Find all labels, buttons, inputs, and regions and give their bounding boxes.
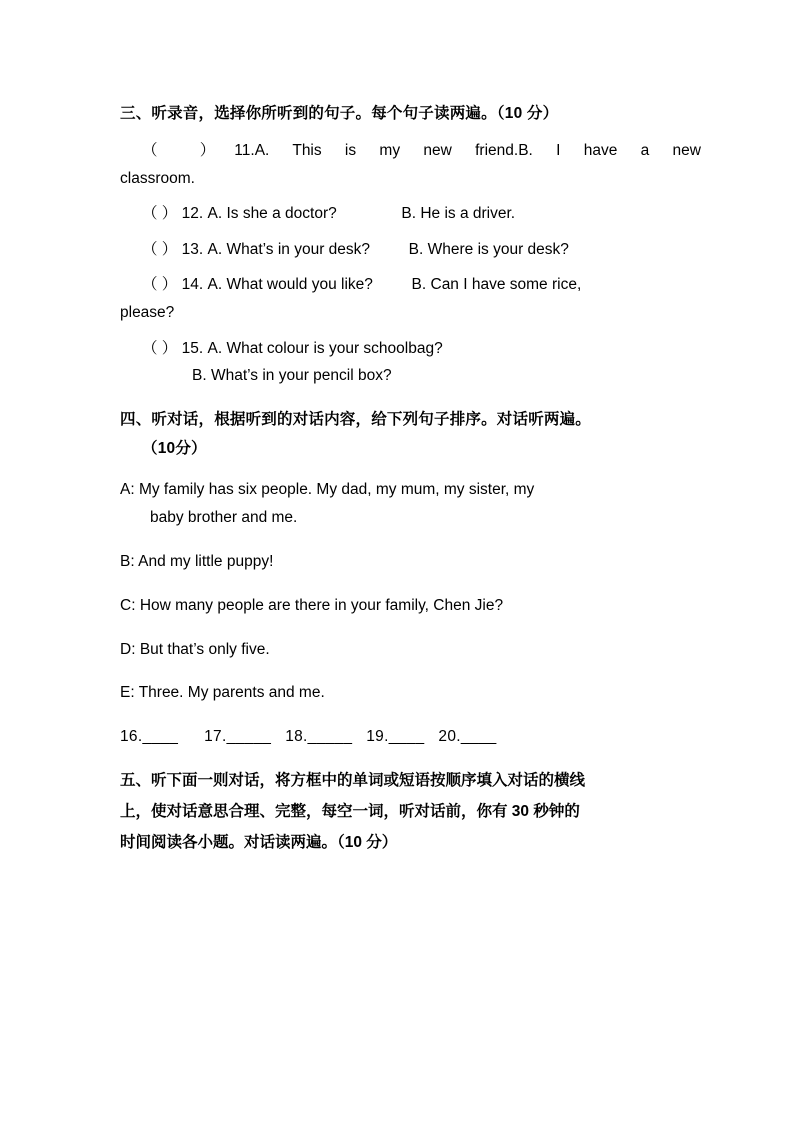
answer-16-number: 16. (120, 728, 143, 746)
question-15-option-b: B. What’s in your pencil box? (192, 367, 392, 385)
answer-18-number: 18. (285, 728, 308, 746)
question-15-option-a: A. What colour is your schoolbag? (207, 339, 443, 357)
answer-20-blank[interactable]: ____ (460, 728, 497, 746)
section-4-heading-line2: （10分） (142, 439, 207, 457)
dialogue-line-b (120, 548, 701, 576)
question-12-option-b: B. He is a driver. (401, 205, 516, 223)
question-15-bracket[interactable]: （ ） (142, 339, 178, 357)
section-5-block (120, 765, 701, 858)
question-14-wrap: please? (120, 304, 175, 322)
question-11-option-b: B. I have a new (518, 142, 701, 160)
answer-19-number: 19. (366, 728, 389, 746)
question-14-number: 14. (181, 276, 204, 294)
answer-16-blank[interactable]: ____ (142, 728, 179, 746)
question-12-option-a: A. Is she a doctor? (207, 205, 337, 223)
question-14-option-b: B. Can I have some rice, (411, 276, 582, 294)
question-13-option-b: B. Where is your desk? (408, 240, 569, 258)
section-5-line1: 五、听下面一则对话，将方框中的单词或短语按顺序填入对话的横线 (120, 772, 586, 790)
dialogue-e-text: Three. My parents and me. (138, 684, 325, 702)
question-11-wrap: classroom. (120, 169, 195, 187)
dialogue-b-label: B: (120, 552, 135, 570)
dialogue-e-label: E: (120, 684, 135, 702)
dialogue-d-label: D: (120, 640, 136, 658)
section-5-line2: 上，使对话意思合理、完整，每空一词，听对话前，你有 30 秒钟的 (120, 803, 580, 821)
dialogue-a-text: My family has six people. My dad, my mum, my sister, my (138, 481, 535, 498)
section-4-heading-line1: 四、听对话，根据听到的对话内容，给下列句子排序。对话听两遍。 (120, 410, 592, 428)
dialogue-line-c (120, 592, 701, 620)
question-item-11 (120, 137, 701, 192)
answer-17-blank[interactable]: _____ (226, 728, 272, 746)
section-5-line3: 时间阅读各小题。对话读两遍。（10 分） (120, 834, 398, 852)
section-3-heading: 三、听录音，选择你所听到的句子。每个句子读两遍。（10 分） (120, 105, 559, 122)
question-14-bracket[interactable]: （ ） (142, 276, 178, 294)
question-12-bracket[interactable]: （ ） (142, 205, 178, 223)
dialogue-d-text: But that’s only five. (139, 640, 270, 658)
dialogue-line-d (120, 636, 701, 664)
question-15-number: 15. (181, 339, 204, 357)
dialogue-a-cont: baby brother and me. (150, 508, 298, 526)
question-13-option-a: A. What’s in your desk? (207, 240, 371, 258)
dialogue-line-a (120, 476, 701, 532)
question-item-15 (120, 335, 701, 390)
dialogue-c-label: C: (120, 596, 136, 614)
answer-17-number: 17. (204, 728, 227, 746)
question-item-14 (120, 271, 701, 326)
answer-19-blank[interactable]: ____ (388, 728, 425, 746)
question-12-number: 12. (181, 205, 204, 223)
dialogue-line-e (120, 679, 701, 707)
question-13-bracket[interactable]: （ ） (142, 240, 178, 258)
question-item-12 (120, 200, 701, 228)
question-11-number: 11. (234, 142, 255, 160)
dialogue-b-text: And my little puppy! (138, 552, 274, 570)
question-item-13 (120, 236, 701, 264)
answer-20-number: 20. (438, 728, 461, 746)
question-13-number: 13. (181, 240, 204, 258)
answer-18-blank[interactable]: _____ (307, 728, 353, 746)
dialogue-a-label: A: (120, 481, 135, 498)
dialogue-c-text: How many people are there in your family, Chen Jie? (139, 596, 504, 614)
question-14-option-a: A. What would you like? (207, 276, 373, 294)
question-11-bracket[interactable]: （ ） (142, 142, 235, 160)
question-11-option-a: A. This is my new friend. (254, 142, 519, 160)
answer-blank-row (120, 723, 701, 751)
